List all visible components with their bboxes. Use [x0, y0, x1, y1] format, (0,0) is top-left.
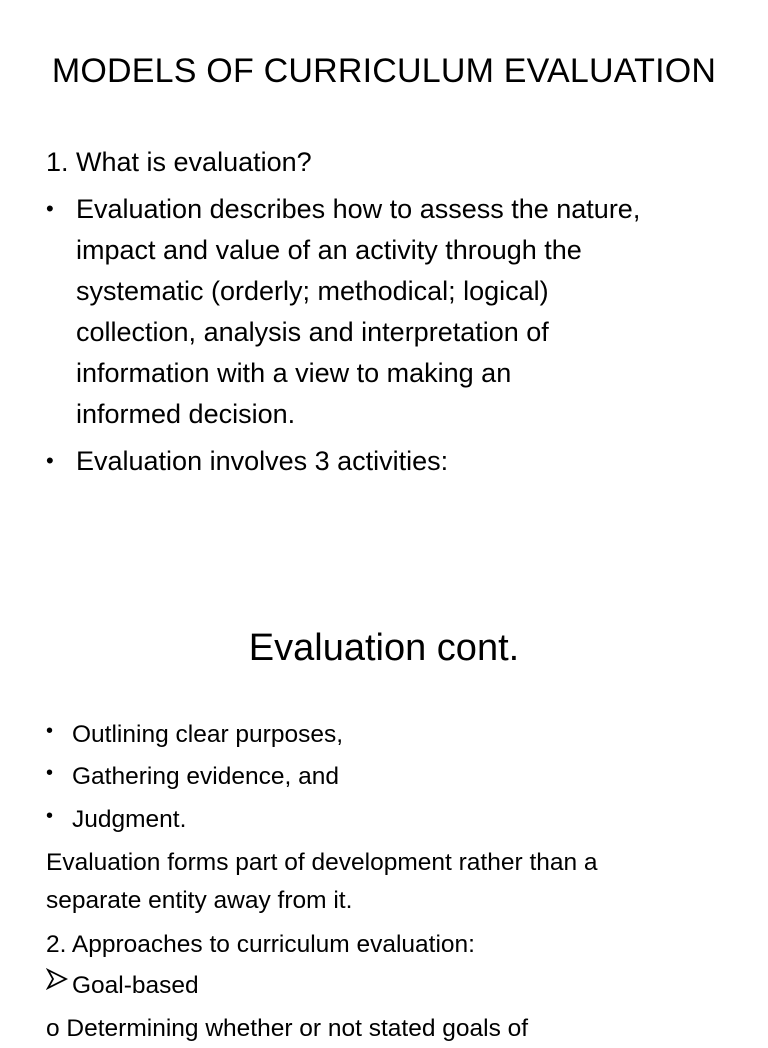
bullet-1-line-2: impact and value of an activity through the [76, 235, 582, 265]
bullet-glyph: • [46, 720, 54, 742]
bullet-1-line-3: systematic (orderly; methodical; logical) [76, 276, 549, 306]
approaches-heading: 2. Approaches to curriculum evaluation: [46, 931, 475, 958]
paragraph-line-1: Evaluation forms part of development rather than a [46, 849, 598, 876]
slide-1-title: MODELS OF CURRICULUM EVALUATION [51, 52, 717, 90]
arrow-item-goal-based: Goal-based [72, 972, 199, 999]
bullet-2-text: Evaluation involves 3 activities: [76, 446, 449, 476]
cut-off-line: o Determining whether or not stated goals of [46, 1015, 529, 1042]
bullet-purposes: Outlining clear purposes, [72, 721, 344, 748]
slide-2-title: Evaluation cont. [248, 627, 520, 669]
bullet-glyph: • [46, 805, 54, 827]
bullet-1-line-6: informed decision. [76, 399, 296, 429]
bullet-1-line-1: Evaluation describes how to assess the nature, [76, 194, 641, 224]
bullet-1-line-5: information with a view to making an [76, 358, 512, 388]
bullet-1-line-4: collection, analysis and interpretation of [76, 317, 549, 347]
arrow-bullet-icon [46, 968, 68, 990]
bullet-glyph: • [46, 448, 54, 473]
evaluation-question: 1. What is evaluation? [46, 147, 312, 177]
bullet-evidence: Gathering evidence, and [72, 763, 339, 790]
bullet-glyph: • [46, 762, 54, 784]
bullet-judgment: Judgment. [72, 806, 187, 833]
bullet-glyph: • [46, 196, 54, 221]
paragraph-line-2: separate entity away from it. [46, 887, 353, 914]
